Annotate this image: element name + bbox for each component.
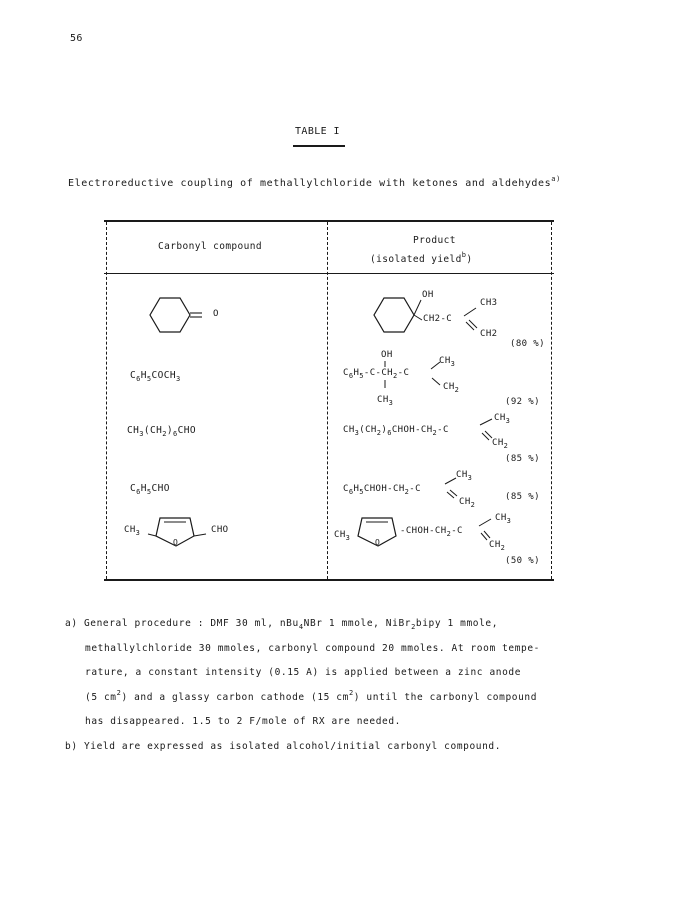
- table-top-rule: [104, 220, 554, 222]
- product3-ch3: $CH_3$: [494, 413, 511, 425]
- table-title: TABLE I: [295, 126, 340, 137]
- product1-ch3: CH3: [480, 298, 498, 308]
- title-underline: [293, 145, 345, 147]
- product3-bonds: [478, 416, 498, 446]
- product1-ch2: CH2: [480, 329, 498, 339]
- carbonyl-oxygen-label: O: [213, 309, 219, 319]
- carbonyl-acetophenone: $C_6H_5COCH_3$: [130, 370, 181, 383]
- carbonyl5-ch3: $CH_3$: [124, 525, 141, 537]
- footnotes: [65, 612, 625, 759]
- footnote-a-line3: rature, a constant intensity (0.15 A) is applied between a zinc anode: [85, 667, 522, 678]
- table-right-border: [551, 222, 552, 579]
- product1-bonds: [462, 306, 482, 336]
- product2-bonds: [380, 358, 460, 398]
- product2-ch3-bottom: $CH_3$: [377, 395, 394, 407]
- carbonyl-benzaldehyde: $C_6H_5CHO$: [130, 483, 170, 496]
- table-column-divider: [327, 222, 328, 579]
- product3-chain: $CH_3(CH_2)_6CHOH-CH_2-C$: [343, 425, 449, 437]
- product2-ch3-top: $CH_3$: [439, 356, 456, 368]
- carbonyl5-cho: CHO: [211, 525, 229, 535]
- product5-yield: (50 %): [505, 556, 540, 566]
- product4-bonds: [443, 475, 463, 505]
- product4-chain: $C_6H_5CHOH-CH_2-C$: [343, 484, 421, 496]
- carbonyl-octanal: $CH_3(CH_2)_6CHO$: [127, 425, 196, 438]
- product5-ch3-branch: $CH_3$: [495, 513, 512, 525]
- header-carbonyl-compound: Carbonyl compound: [158, 241, 263, 252]
- caption-footnote-marker: a): [551, 175, 561, 183]
- product2-ch2: $CH_2$: [443, 382, 460, 394]
- product1-chain: CH2-C: [423, 314, 453, 324]
- product5-chain: $-CHOH-CH_2-C$: [400, 526, 463, 538]
- table-left-border: [106, 222, 107, 579]
- product5-ch2: $CH_2$: [489, 540, 506, 552]
- product1-yield: (80 %): [510, 339, 545, 349]
- yield-footnote-marker: b: [461, 251, 467, 259]
- header-isolated-yield: (isolated yield$^b$): [370, 251, 473, 265]
- table-bottom-rule: [104, 579, 554, 581]
- product5-ring-o: O: [375, 538, 381, 547]
- footnote-a-line2: methallylchloride 30 mmoles, carbonyl compound 20 mmoles. At room tempe-: [85, 642, 541, 654]
- product4-ch2: $CH_2$: [459, 497, 476, 509]
- cyclohexane-ring: [150, 298, 190, 332]
- product2-yield: (92 %): [505, 397, 540, 407]
- footnote-a-line5: has disappeared. 1.5 to 2 F/mole of RX are needed.: [85, 716, 401, 727]
- page-number: 56: [70, 33, 83, 44]
- caption-text: Electroreductive coupling of methallylchloride with ketones and aldehydes: [68, 178, 552, 189]
- footnote-a-line4: (5 $cm^2$) and a glassy carbon cathode (15 $cm^2$) until the carbonyl compound: [85, 688, 538, 703]
- product2-oh: OH: [381, 350, 393, 360]
- product5-bonds: [477, 516, 497, 546]
- product5-ch3: $CH_3$: [334, 530, 351, 542]
- product4-ch3: $CH_3$: [456, 470, 473, 482]
- header-product: Product: [413, 235, 456, 246]
- carbonyl5-ring-o: O: [173, 538, 179, 547]
- table-caption: [68, 175, 561, 189]
- footnote-a-line1: a) General procedure : DMF 30 ml, nBu$_4$NBr 1 mmole, NiBr$_2$bipy 1 mmole,: [65, 618, 499, 631]
- cyclohexane-ring: [374, 298, 414, 332]
- footnote-b-line1: b) Yield are expressed as isolated alcohol/initial carbonyl compound.: [65, 740, 502, 752]
- product1-oh: OH: [422, 290, 434, 300]
- header-bottom-rule: [104, 273, 554, 274]
- product2-chain: $C_6H_5-C-CH_2-C$: [343, 368, 410, 380]
- product3-ch2: $CH_2$: [492, 438, 509, 450]
- product3-yield: (85 %): [505, 454, 540, 464]
- product4-yield: (85 %): [505, 492, 540, 502]
